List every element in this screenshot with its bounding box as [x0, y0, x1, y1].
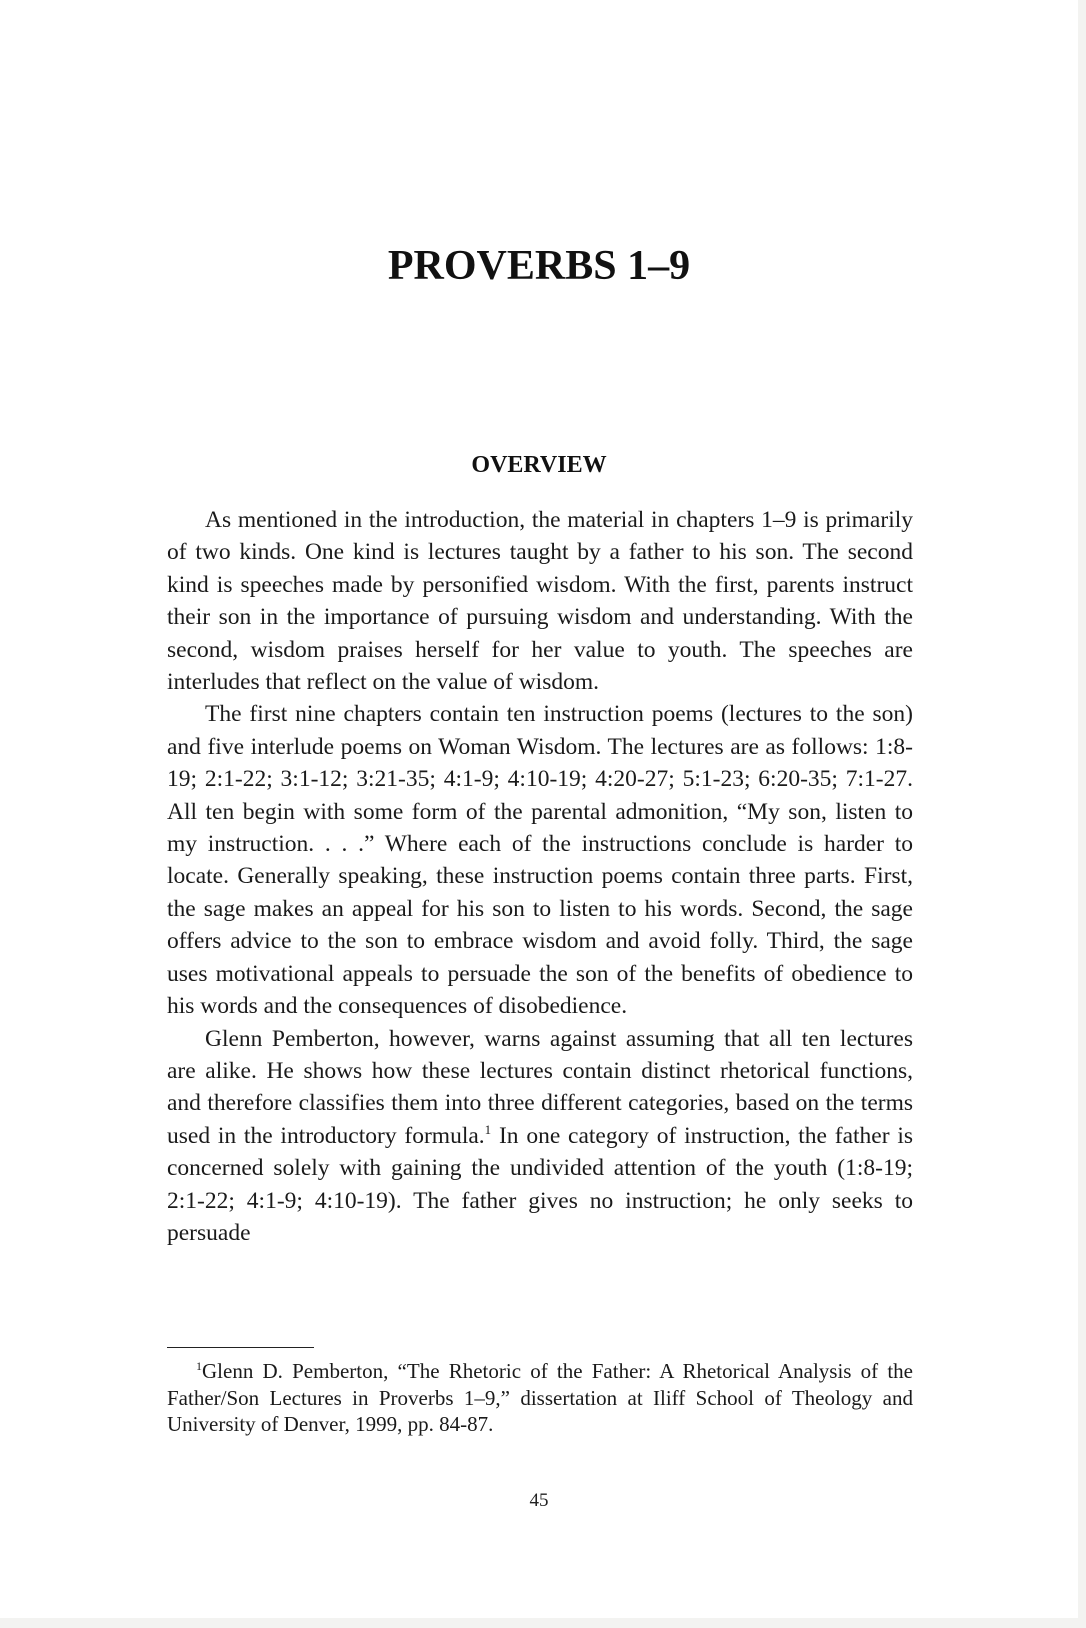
paragraph-1: As mentioned in the introduction, the material in chapters 1–9 is primarily of two kinds. One kind is lectures taught by a father to his son. The second kind is speeches made by personified wisdom. With the first, parents instruct their son in the importance of pursuing wisdom and understanding. With the second, wisdom praises herself for her value to youth. The speeches are interludes that reflect on the value of wisdom.: [167, 507, 913, 696]
footnote-text: Glenn D. Pemberton, “The Rhetoric of the Father: A Rhetorical Analysis of the Father/Son Lectures in Proverbs 1–9,” dissertation at Iliff School of Theology and University of Denver, 1999, pp. 84-87.: [167, 1359, 913, 1436]
paragraph-3: [167, 1023, 913, 1250]
paragraph-2: The first nine chapters contain ten instruction poems (lectures to the son) and five interlude poems on Woman Wisdom. The lectures are as follows: 1:8-19; 2:1-22; 3:1-12; 3:21-35; 4:1-9; 4:10-19; 4:20-27; 5:1-23; 6:20-35; 7:1-27. All ten begin with some form of the parental admonition, “My son, listen to my instruction. . . .” Where each of the instructions conclude is harder to locate. Generally speaking, these instruction poems contain three parts. First, the sage makes an appeal for his son to listen to his words. Second, the sage offers advice to the son to embrace wisdom and avoid folly. Third, the sage uses motivational appeals to persuade the son of the benefits of obedience to his words and the consequences of disobedience.: [167, 701, 913, 1020]
footnote-marker: 1: [196, 1359, 202, 1373]
body-text: [167, 504, 913, 1249]
footnote: [167, 1358, 913, 1438]
page-number: 45: [529, 1490, 549, 1511]
chapter-title: PROVERBS 1–9: [387, 243, 691, 289]
footnote-divider: [167, 1347, 314, 1348]
paragraph-3-text: Glenn Pemberton, however, warns against assuming that all ten lectures are alike. He shows how these lectures contain distinct rhetorical functions, and therefore classifies them into three different categories, based on the terms used in the introductory formula.: [167, 1025, 913, 1149]
section-heading: OVERVIEW: [471, 452, 607, 478]
paragraph-3-continuation: In one category of instruction, the father is concerned solely with gaining the undivided attention of the youth (1:8-19; 2:1-22; 4:1-9; 4:10-19). The father gives no instruction; he only seeks to persuade: [167, 1122, 914, 1246]
footnote-reference: 1: [484, 1121, 492, 1137]
